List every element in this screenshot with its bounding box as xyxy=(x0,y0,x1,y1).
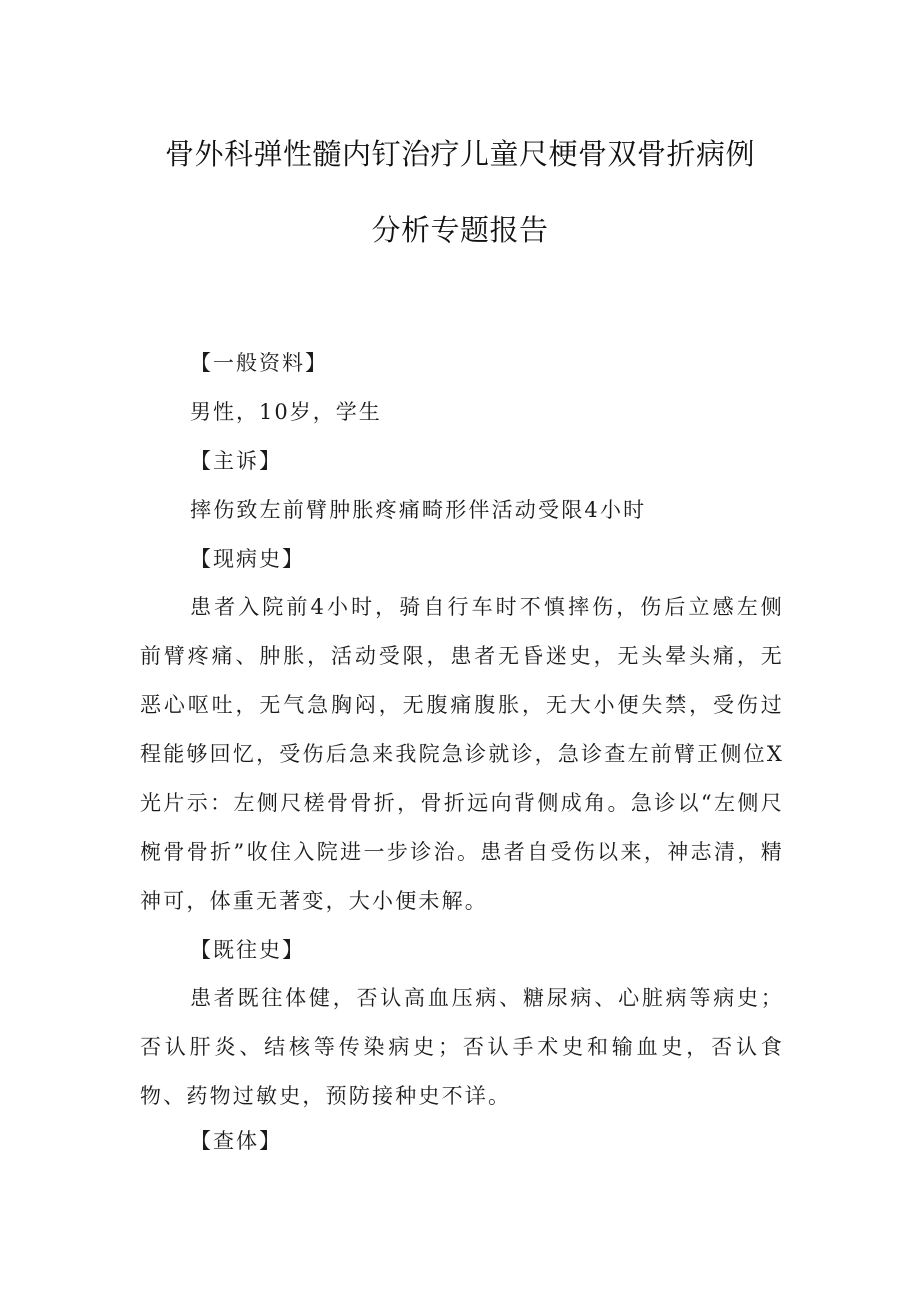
section-heading-present-illness: 【现病史】 xyxy=(190,547,305,571)
present-illness-text: 患者入院前4小时，骑自行车时不慎摔伤，伤后立感左侧前臂疼痛、肿胀，活动受限，患者无昏迷史，无头晕头痛，无恶心呕吐，无气急胸闷，无腹痛腹胀，无大小便失禁，受伤过程能够回忆，受伤后急来我院急诊就诊，急诊查左前臂正侧位X光片示：左侧尺槎骨骨折，骨折远向背侧成角。急诊以“左侧尺椀骨骨折”收住入院进一步诊治。患者自受伤以来，神志清，精神可，体重无著变，大小便未解。 xyxy=(140,595,784,913)
section-heading-general: 【一般资料】 xyxy=(190,351,328,375)
document-title-line-2: 分析专题报告 xyxy=(371,213,549,247)
section-heading-exam: 【查体】 xyxy=(190,1129,282,1153)
chief-complaint-text: 摔伤致左前臂肿胀疼痛畸形伴活动受限4小时 xyxy=(190,498,647,522)
past-history-text: 患者既往体健，否认高血压病、糖尿病、心脏病等病史；否认肝炎、结核等传染病史；否认手术史和输血史，否认食物、药物过敏史，预防接种史不详。 xyxy=(140,986,784,1108)
document-title-line-1: 骨外科弹性髓内钉治疗儿童尺梗骨双骨折病例 xyxy=(164,137,755,171)
section-heading-past-history: 【既往史】 xyxy=(190,938,305,962)
general-info-text: 男性，10岁，学生 xyxy=(190,400,382,424)
section-heading-complaint: 【主诉】 xyxy=(190,449,282,473)
